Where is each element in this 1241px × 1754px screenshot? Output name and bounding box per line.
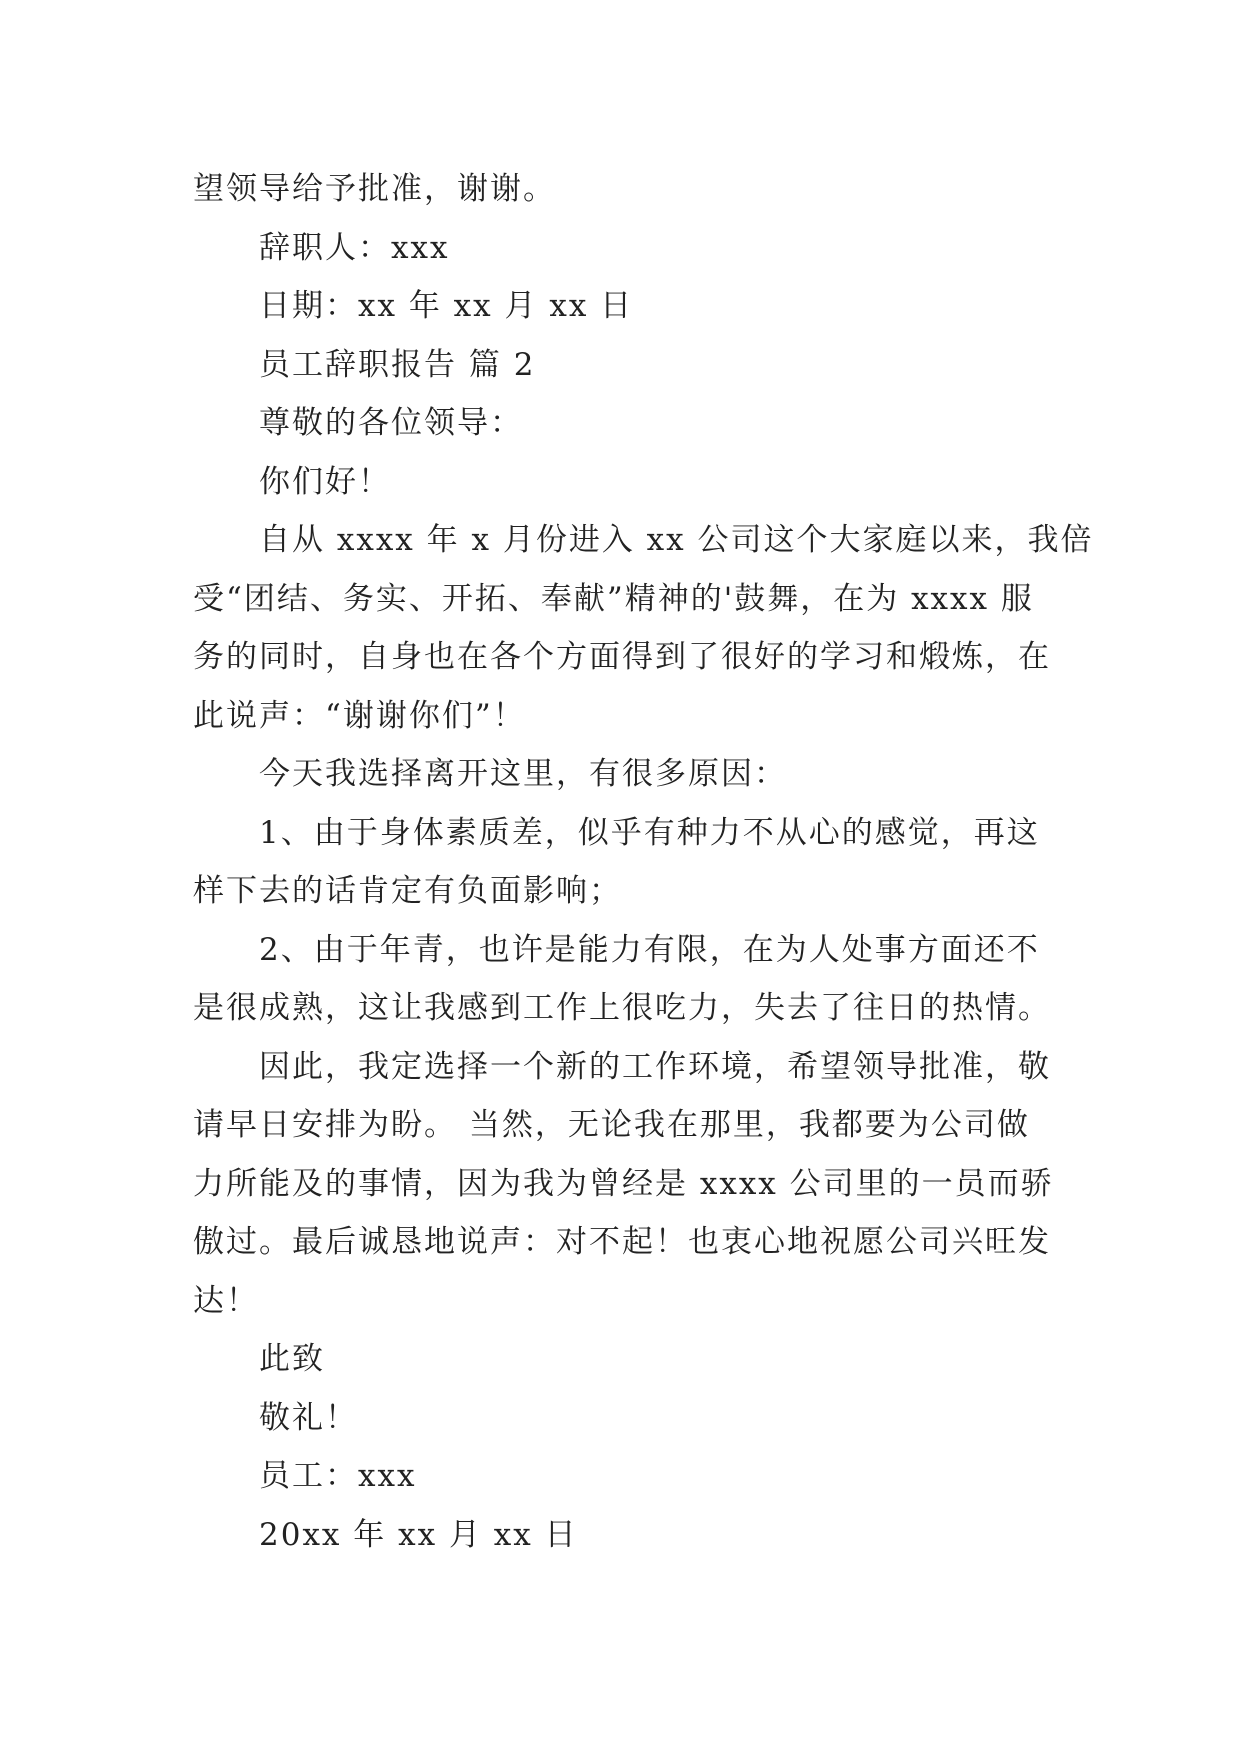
document-body (193, 160, 1094, 1564)
salutation: 尊敬的各位领导： (259, 405, 523, 441)
reason-item: 2、由于年青，也许是能力有限，在为人处事方面还不 (259, 931, 1040, 968)
section-heading: 员工辞职报告 篇 2 (259, 346, 536, 383)
body-line: 务的同时，自身也在各个方面得到了很好的学习和煅炼，在 (193, 639, 1051, 675)
body-line: 望领导给予批准，谢谢。 (193, 171, 556, 207)
greeting: 你们好！ (259, 463, 391, 500)
body-line: 自从 xxxx 年 x 月份进入 xx 公司这个大家庭以来，我倍 (259, 522, 1094, 558)
body-line: 请早日安排为盼。 当然，无论我在那里，我都要为公司做 (193, 1107, 1030, 1143)
body-line: 是很成熟，这让我感到工作上很吃力，失去了往日的热情。 (193, 990, 1051, 1026)
body-line: 达！ (193, 1282, 259, 1319)
body-line: 此说声：“谢谢你们”！ (193, 697, 526, 734)
reason-item: 1、由于身体素质差，似乎有种力不从心的感觉，再这 (259, 814, 1040, 851)
body-line: 样下去的话肯定有负面影响； (193, 873, 622, 909)
closing-regards: 敬礼！ (259, 1399, 358, 1436)
resignee-line: 辞职人：xxx (259, 229, 450, 266)
body-line: 力所能及的事情，因为我为曾经是 xxxx 公司里的一员而骄 (193, 1165, 1054, 1202)
body-line: 傲过。最后诚恳地说声：对不起！也衷心地祝愿公司兴旺发 (193, 1224, 1051, 1260)
signature-date: 20xx 年 xx 月 xx 日 (259, 1516, 578, 1553)
closing-line: 此致 (259, 1341, 325, 1377)
body-line: 受“团结、务实、开拓、奉献”精神的'鼓舞，在为 xxxx 服 (193, 580, 1034, 617)
signature-line: 员工：xxx (259, 1458, 417, 1494)
date-line: 日期：xx 年 xx 月 xx 日 (259, 288, 634, 324)
body-line: 今天我选择离开这里，有很多原因： (259, 756, 787, 792)
body-line: 因此，我定选择一个新的工作环境，希望领导批准，敬 (259, 1048, 1051, 1085)
